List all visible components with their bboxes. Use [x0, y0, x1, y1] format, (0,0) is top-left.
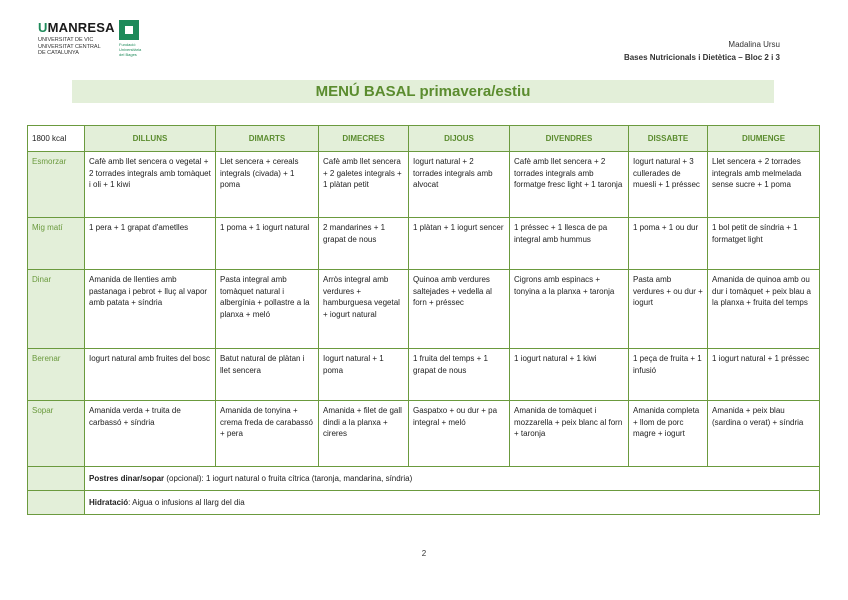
day-header: DIVENDRES — [510, 126, 629, 152]
page-number: 2 — [421, 549, 427, 558]
menu-cell: Iogurt natural + 3 cullerades de muesli + 1 préssec — [629, 152, 708, 218]
menu-table — [27, 125, 820, 515]
postres-note: Postres dinar/sopar (opcional): 1 iogurt natural o fruita cítrica (taronja, mandarina, síndria) — [85, 467, 820, 491]
kcal-label: 1800 kcal — [28, 126, 85, 152]
menu-cell: Pasta amb verdures + ou dur + iogurt — [629, 270, 708, 349]
meal-label: Berenar — [28, 349, 85, 401]
menu-cell: Cafè amb llet sencera + 2 torrades integrals amb formatge fresc light + 1 taronja — [510, 152, 629, 218]
menu-cell: Llet sencera + cereals integrals (civada) + 1 poma — [216, 152, 319, 218]
logo-mark-icon — [119, 20, 139, 40]
day-header: DIJOUS — [409, 126, 510, 152]
menu-cell: Amanida + filet de gall dindi a la planxa + cireres — [319, 401, 409, 467]
table-row — [28, 349, 820, 401]
menu-cell: 1 plàtan + 1 iogurt sencer — [409, 218, 510, 270]
logo-mark-text: Fundació Universitària del Bages — [119, 42, 142, 57]
menu-cell: Amanida de tonyina + crema freda de carabassó + pera — [216, 401, 319, 467]
meal-label: Dinar — [28, 270, 85, 349]
day-header: DILLUNS — [85, 126, 216, 152]
menu-cell: 2 mandarines + 1 grapat de nous — [319, 218, 409, 270]
day-header: DISSABTE — [629, 126, 708, 152]
menu-cell: 1 iogurt natural + 1 kiwi — [510, 349, 629, 401]
logo-subtitle: UNIVERSITAT DE VIC UNIVERSITAT CENTRAL DE CATALUNYA — [38, 37, 101, 56]
menu-cell: Batut natural de plàtan i llet sencera — [216, 349, 319, 401]
hidratacio-row — [28, 491, 820, 515]
menu-cell: Arròs integral amb verdures + hamburguesa vegetal + iogurt natural — [319, 270, 409, 349]
day-header: DIUMENGE — [708, 126, 820, 152]
menu-cell: Amanida de tomàquet i mozzarella + peix blanc al forn + taronja — [510, 401, 629, 467]
day-header: DIMECRES — [319, 126, 409, 152]
menu-cell: Amanida + peix blau (sardina o verat) + síndria — [708, 401, 820, 467]
menu-cell: 1 pera + 1 grapat d'ametlles — [85, 218, 216, 270]
menu-cell: Cigrons amb espinacs + tonyina a la planxa + taronja — [510, 270, 629, 349]
hidratacio-note: Hidratació: Aigua o infusions al llarg del dia — [85, 491, 820, 515]
meal-label: Mig matí — [28, 218, 85, 270]
menu-cell: Gaspatxo + ou dur + pa integral + meló — [409, 401, 510, 467]
table-row — [28, 401, 820, 467]
table-row — [28, 218, 820, 270]
table-row — [28, 270, 820, 349]
menu-cell: Pasta integral amb tomàquet natural i albergínia + pollastre a la planxa + meló — [216, 270, 319, 349]
postres-row — [28, 467, 820, 491]
menu-cell: 1 iogurt natural + 1 préssec — [708, 349, 820, 401]
table-header-row — [28, 126, 820, 152]
menu-cell: Amanida verda + truita de carbassó + síndria — [85, 401, 216, 467]
menu-cell: 1 fruita del temps + 1 grapat de nous — [409, 349, 510, 401]
menu-cell: 1 poma + 1 iogurt natural — [216, 218, 319, 270]
menu-cell: Quinoa amb verdures saltejades + vedella al forn + préssec — [409, 270, 510, 349]
menu-cell: Iogurt natural + 2 torrades integrals amb alvocat — [409, 152, 510, 218]
author-name: Madalina Ursu — [728, 40, 780, 49]
menu-cell: 1 préssec + 1 llesca de pa integral amb hummus — [510, 218, 629, 270]
menu-cell: Iogurt natural amb fruites del bosc — [85, 349, 216, 401]
meal-label: Sopar — [28, 401, 85, 467]
menu-cell: Amanida de llenties amb pastanaga i pebrot + lluç al vapor amb patata + síndria — [85, 270, 216, 349]
menu-cell: 1 bol petit de síndria + 1 formatget light — [708, 218, 820, 270]
menu-cell: Amanida completa + llom de porc magre + iogurt — [629, 401, 708, 467]
meal-label: Esmorzar — [28, 152, 85, 218]
empty-label-cell — [28, 491, 85, 515]
day-header: DIMARTS — [216, 126, 319, 152]
menu-cell: Cafè amb llet sencera o vegetal + 2 torrades integrals amb tomàquet i oli + 1 kiwi — [85, 152, 216, 218]
table-row — [28, 152, 820, 218]
empty-label-cell — [28, 467, 85, 491]
menu-cell: Llet sencera + 2 torrades integrals amb melmelada sense sucre + 1 poma — [708, 152, 820, 218]
menu-cell: Amanida de quinoa amb ou dur i tomàquet + peix blau a la planxa + fruita del temps — [708, 270, 820, 349]
menu-cell: 1 poma + 1 ou dur — [629, 218, 708, 270]
page-title: MENÚ BASAL primavera/estiu — [72, 80, 774, 103]
logo-name: UMANRESA — [38, 20, 115, 35]
course-title: Bases Nutricionals i Dietètica – Bloc 2 i 3 — [623, 53, 780, 62]
menu-cell: 1 peça de fruita + 1 infusió — [629, 349, 708, 401]
university-logo — [38, 20, 115, 57]
menu-cell: Iogurt natural + 1 poma — [319, 349, 409, 401]
menu-cell: Cafè amb llet sencera + 2 galetes integrals + 1 plàtan petit — [319, 152, 409, 218]
